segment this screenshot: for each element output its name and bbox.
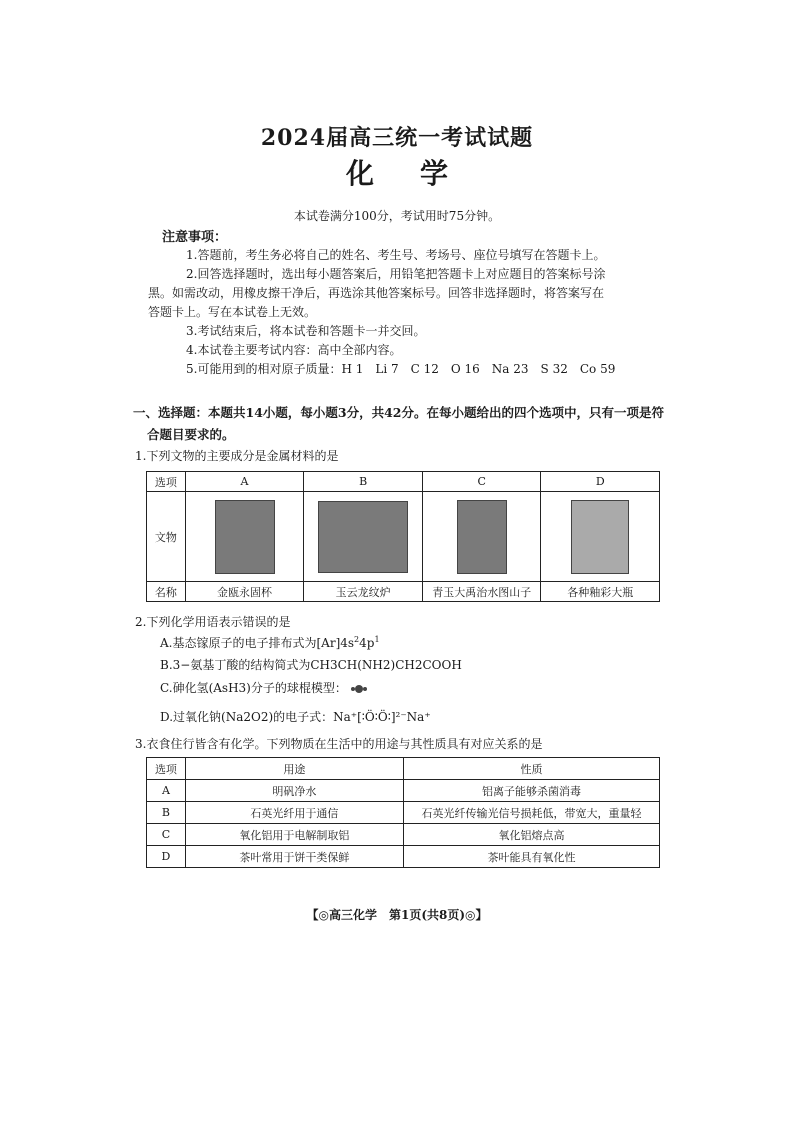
notice-list: [148, 246, 668, 379]
q1-cell-d: [541, 492, 660, 582]
subject-title: 化学: [345, 157, 494, 190]
artifact-d-image: [571, 500, 629, 574]
q1-table: [146, 471, 660, 602]
q1-name-d: 各种釉彩大瓶: [541, 582, 660, 602]
q1-option-c: C: [423, 472, 541, 492]
artifact-a-image: [215, 500, 275, 574]
ball-stick-model-icon: [351, 681, 367, 695]
section-heading: [133, 402, 673, 446]
notice-item-1: 1.答题前，考生务必将自己的姓名、考生号、考场号、座位号填写在答题卡上。: [186, 248, 606, 262]
q1-stem: 1.下列文物的主要成分是金属材料的是: [135, 449, 339, 463]
table-row: [147, 824, 660, 846]
notice-item-5: 5.可能用到的相对原子质量：H 1 Li 7 C 12 O 16 Na 23 S 32 Co 59: [186, 362, 616, 376]
notice-title: 注意事项：: [162, 230, 228, 245]
q1-cell-a: [185, 492, 304, 582]
exam-info: 本试卷满分100分，考试用时75分钟。: [293, 209, 501, 223]
q3-stem: 3.衣食住行皆含有化学。下列物质在生活中的用途与其性质具有对应关系的是: [135, 737, 543, 751]
q1-head-label: 选项: [147, 472, 186, 492]
q2-option-d: D.过氧化钠(Na2O2)的电子式：Na⁺[∶Ö∶Ö∶]²⁻Na⁺: [160, 710, 431, 724]
q2-a-sup2: 1: [374, 635, 380, 644]
notice-item-2a: 2.回答选择题时，选出每小题答案后，用铅笔把答题卡上对应题目的答案标号涂: [186, 267, 606, 281]
q1-option-a: A: [185, 472, 304, 492]
q3-head-use: 用途: [185, 758, 403, 780]
q3-row-d-opt: D: [147, 846, 186, 868]
artifact-c-image: [457, 500, 507, 574]
notice-item-2b: 黑。如需改动，用橡皮擦干净后，再选涂其他答案标号。回答非选择题时，将答案写在: [148, 286, 605, 300]
q3-row-d-use: 茶叶常用于饼干类保鲜: [185, 846, 403, 868]
q2-c-text: C.砷化氢(AsH3)分子的球棍模型：: [160, 681, 347, 695]
q1-cell-c: [423, 492, 541, 582]
q3-row-a-prop: 铝离子能够杀菌消毒: [403, 780, 659, 802]
q3-row-c-use: 氧化铝用于电解制取铝: [185, 824, 403, 846]
q1-name-a: 金瓯永固杯: [185, 582, 304, 602]
q1-option-b: B: [304, 472, 423, 492]
q3-row-a-opt: A: [147, 780, 186, 802]
notice-item-2c: 答题卡上。写在本试卷上无效。: [148, 305, 317, 319]
q2-a-mid: 4p: [359, 636, 375, 650]
q3-row-d-prop: 茶叶能具有氧化性: [403, 846, 659, 868]
q3-table: [146, 757, 660, 868]
q1-option-d: D: [541, 472, 660, 492]
q3-row-c-opt: C: [147, 824, 186, 846]
notice-item-4: 4.本试卷主要考试内容：高中全部内容。: [186, 343, 402, 357]
q3-row-b-prop: 石英光纤传输光信号损耗低，带宽大，重量轻: [403, 802, 659, 824]
q1-name-label: 名称: [147, 582, 186, 602]
q3-head-prop: 性质: [403, 758, 659, 780]
artifact-b-image: [318, 501, 408, 573]
page-footer: 【◎高三化学 第1页(共8页)◎】: [306, 908, 488, 922]
q3-row-b-use: 石英光纤用于通信: [185, 802, 403, 824]
notice-item-3: 3.考试结束后，将本试卷和答题卡一并交回。: [186, 324, 426, 338]
section-line-2: 合题目要求的。: [147, 427, 235, 442]
q3-row-b-opt: B: [147, 802, 186, 824]
table-row: [147, 802, 660, 824]
q2-a-sup1: 2: [354, 635, 360, 644]
q2-stem: 2.下列化学用语表示错误的是: [135, 615, 291, 629]
q1-cell-b: [304, 492, 423, 582]
q3-head-opt: 选项: [147, 758, 186, 780]
q2-option-c: [160, 679, 367, 696]
q3-row-a-use: 明矾净水: [185, 780, 403, 802]
table-row: [147, 780, 660, 802]
q2-option-a: [160, 634, 380, 651]
q1-name-c: 青玉大禹治水图山子: [423, 582, 541, 602]
table-row: [147, 846, 660, 868]
q2-option-b: B.3−氨基丁酸的结构简式为CH3CH(NH2)CH2COOH: [160, 658, 462, 672]
q3-row-c-prop: 氧化铝熔点高: [403, 824, 659, 846]
q1-name-b: 玉云龙纹炉: [304, 582, 423, 602]
section-line-1: 一、选择题：本题共14小题，每小题3分，共42分。在每小题给出的四个选项中，只有一项是符: [133, 405, 664, 420]
exam-title: 2024届高三统一考试试题: [260, 125, 534, 151]
q2-a-text: A.基态镓原子的电子排布式为[Ar]4s: [160, 636, 355, 650]
q1-row-label: 文物: [147, 492, 186, 582]
